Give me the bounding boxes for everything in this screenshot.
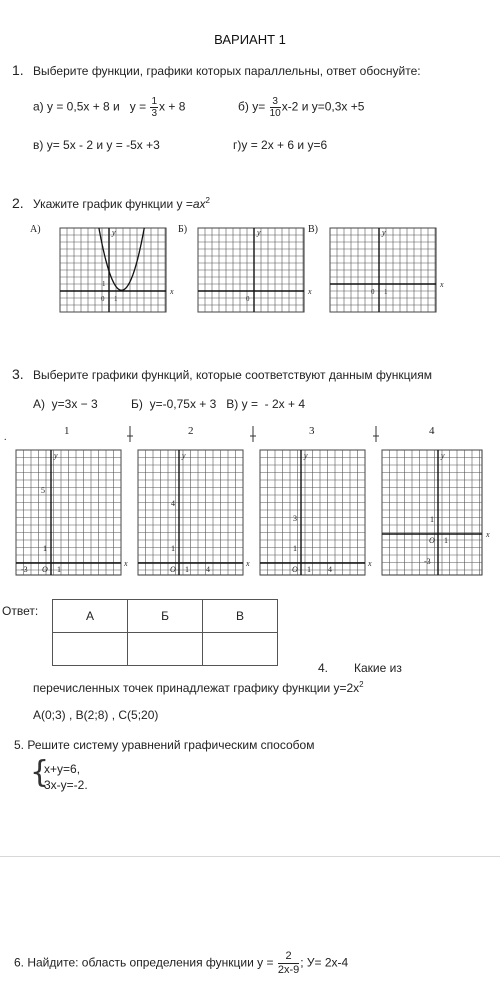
q6-fraction: [278, 950, 299, 977]
q1-option-g: г)y = 2x + 6 и y=6: [233, 138, 328, 152]
q2-label-b: Б): [178, 224, 188, 235]
q6-post: ; У= 2x-4: [300, 955, 349, 970]
q1-option-a: [33, 96, 185, 119]
q2-graphs: [30, 220, 450, 320]
q2-graph-a: [60, 228, 166, 313]
q2-a-y-label: y: [112, 228, 116, 237]
q2-a-one: 1: [114, 295, 118, 303]
q6-den: 2x-9: [277, 964, 300, 976]
q3-g3-tick-1x: 1: [307, 565, 311, 574]
question-1-text: Выберите функции, графики которых параллельны, ответ обоснуйте:: [33, 64, 421, 78]
q1-b-pre: б) y=: [238, 99, 266, 114]
q3-g1-origin: O: [42, 565, 48, 574]
q3-g4-tick-m3: -3: [424, 557, 431, 566]
answer-header-v: В: [203, 600, 278, 633]
answer-cell-a[interactable]: [53, 633, 128, 666]
q2-v-origin: 0: [371, 288, 375, 296]
question-2-exp: 2: [205, 196, 210, 205]
q3-graph-1: [16, 450, 121, 575]
q3-g2-tick-4: 4: [171, 499, 175, 508]
q3-g3-x-label: x: [368, 559, 372, 568]
question-5-text: 5. Решите систему уравнений графическим способом: [14, 738, 315, 752]
q3-g3-tick-1y: 1: [293, 544, 297, 553]
q2-label-a: А): [30, 224, 41, 235]
question-6: [14, 950, 348, 977]
q3-g2-tick-1x: 1: [185, 565, 189, 574]
answer-cell-v[interactable]: [203, 633, 278, 666]
question-2-expr: ax: [192, 197, 206, 211]
q3-g1-tick-5: 5: [41, 486, 45, 495]
q3-g2-origin: O: [170, 565, 176, 574]
q1-b-den: 10: [269, 108, 281, 119]
q1-a-fraction: [150, 96, 158, 119]
question-2-number: 2.: [12, 195, 24, 211]
question-3-heading: [12, 366, 432, 382]
answer-table: [52, 599, 278, 666]
q3-g4-tick-1y: 1: [430, 515, 434, 524]
q3-graph-2: [138, 450, 243, 575]
q1-a-post: x + 8: [159, 99, 186, 114]
q2-graph-b: [198, 228, 304, 312]
q3-g3-origin: O: [292, 565, 298, 574]
q1-a-mid: y =: [129, 99, 147, 114]
question-6-text: 6. Найдите: область определения функции y =: [14, 955, 274, 970]
q3-g3-y-label: y: [304, 451, 308, 460]
question-4-number: 4.: [318, 661, 329, 675]
q3-functions: А) y=3x − 3 Б) y=-0,75x + 3 В) y = - 2x + 4: [33, 397, 305, 411]
q3-graph-4: [382, 450, 482, 575]
answer-header-b: Б: [128, 600, 203, 633]
question-1-number: 1.: [12, 62, 24, 78]
q2-graph-v: [330, 228, 436, 312]
q3-graph-number-1: 1: [64, 425, 70, 437]
q1-b-fraction: [270, 96, 281, 119]
q1-b-num: 3: [270, 96, 281, 108]
question-3-text: Выберите графики функций, которые соответствуют данным функциям: [33, 368, 432, 382]
q3-g4-x-label: x: [486, 530, 490, 539]
question-2-heading: [12, 195, 210, 211]
q6-num: 2: [278, 950, 299, 964]
q3-g1-tick-m3: -3: [21, 565, 28, 574]
q3-g1-tick-1x: 1: [57, 565, 61, 574]
q3-g3-tick-4x: 4: [328, 565, 332, 574]
q3-g1-x-label: x: [124, 559, 128, 568]
q1-a-pre: а) y = 0,5x + 8 и: [33, 99, 120, 114]
q3-graphs: [0, 420, 500, 585]
q2-label-v: В): [308, 224, 318, 235]
answer-header-row: [53, 600, 278, 633]
q2-a-origin: 0: [101, 295, 105, 303]
q3-dot: .: [4, 432, 7, 443]
question-1-heading: [12, 62, 421, 78]
q2-b-y-label: y: [257, 228, 261, 237]
q1-a-num: 1: [151, 96, 158, 107]
q3-g4-y-label: y: [441, 451, 445, 460]
q1-a-den: 3: [151, 108, 158, 119]
q1-option-b: [238, 96, 364, 119]
q2-v-one: 1: [384, 288, 388, 296]
q1-b-post: x-2 и y=0,3x +5: [281, 99, 365, 114]
q3-g4-origin: O: [429, 536, 435, 545]
page-title: ВАРИАНТ 1: [214, 32, 286, 47]
q3-graph-number-2: 2: [188, 425, 194, 437]
answer-label: Ответ:: [2, 604, 39, 618]
q3-g2-x-label: x: [246, 559, 250, 568]
q3-graph-3: [260, 450, 365, 575]
q3-g2-tick-1y: 1: [171, 544, 175, 553]
question-2-text: Укажите график функции y =: [33, 197, 193, 211]
q2-v-y-label: y: [382, 228, 386, 237]
q3-graph-number-4: 4: [429, 425, 435, 437]
q3-g4-tick-1x: 1: [444, 536, 448, 545]
system-brace: {: [30, 755, 50, 790]
q3-g1-tick-1y: 1: [43, 544, 47, 553]
q2-v-x-label: x: [440, 280, 444, 289]
answer-cell-b[interactable]: [128, 633, 203, 666]
q2-a-x-label: x: [170, 287, 174, 296]
question-4-text2: [33, 680, 364, 695]
system-eq-1: x+y=6,: [44, 762, 81, 776]
question-4-points: A(0;3) , B(2;8) , C(5;20): [33, 708, 159, 722]
system-eq-2: 3x-y=-2.: [44, 778, 88, 792]
q3-g2-y-label: y: [182, 451, 186, 460]
question-4-exp: 2: [359, 680, 364, 689]
question-4-text1: Какие из: [354, 661, 402, 675]
q3-g1-y-label: y: [54, 451, 58, 460]
q1-option-v: в) y= 5x - 2 и y = -5x +3: [33, 138, 160, 152]
q2-a-y-one: 1: [102, 280, 106, 288]
q3-g2-tick-4x: 4: [206, 565, 210, 574]
question-4-text2-body: перечисленных точек принадлежат графику функции y=2x: [33, 681, 360, 695]
question-3-number: 3.: [12, 366, 24, 382]
answer-header-a: А: [53, 600, 128, 633]
q2-b-origin: 0: [246, 295, 250, 303]
divider: [0, 856, 500, 857]
q3-graph-number-3: 3: [309, 425, 315, 437]
q3-g3-tick-3: 3: [293, 514, 297, 523]
answer-input-row: [53, 633, 278, 666]
q2-b-x-label: x: [308, 287, 312, 296]
